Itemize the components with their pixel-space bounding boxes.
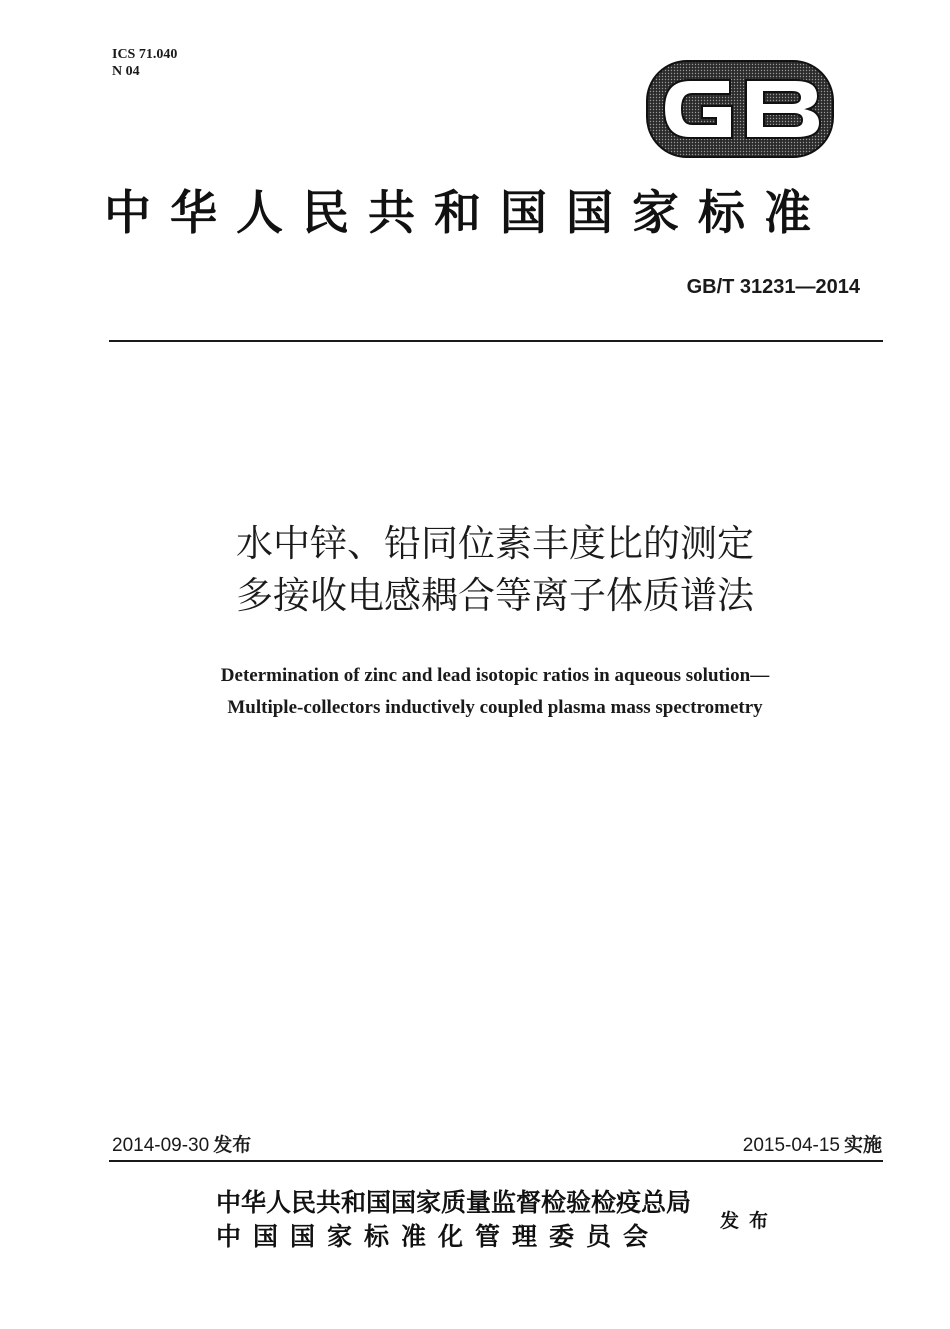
national-standard-heading: 中华人民共和国国家标准 (104, 186, 830, 241)
issuer-aqsiq: 中华人民共和国国家质量监督检验检疫总局 (216, 1188, 692, 1217)
ccs-code: N 04 (112, 64, 140, 79)
issuing-authorities (216, 1186, 706, 1254)
implement-date-block (600, 1130, 882, 1157)
english-title-line-1: Determination of zinc and lead isotopic ratios in aqueous solution— (220, 665, 770, 686)
top-divider (109, 340, 883, 342)
issue-date-block (112, 1130, 251, 1157)
bottom-divider (109, 1160, 883, 1162)
english-title (100, 660, 890, 724)
ics-code: ICS 71.040 (112, 47, 178, 62)
publish-label: 发布 (720, 1210, 779, 1232)
gb-logo (646, 60, 834, 158)
issue-label: 发布 (213, 1135, 252, 1156)
implement-label: 实施 (843, 1135, 882, 1156)
chinese-title-line-1: 水中锌、铅同位素丰度比的测定 (236, 522, 754, 565)
chinese-title-line-2: 多接收电感耦合等离子体质谱法 (236, 574, 754, 617)
classification-codes (112, 46, 177, 80)
issuer-sac: 中国国家标准化管理委员会 (216, 1222, 661, 1251)
implement-date: 2015-04-15 (742, 1135, 840, 1156)
english-title-line-2: Multiple-collectors inductively coupled plasma mass spectrometry (227, 697, 763, 718)
standard-number: GB/T 31231—2014 (686, 276, 860, 298)
issue-date: 2014-09-30 (112, 1135, 210, 1156)
chinese-title (100, 518, 890, 622)
